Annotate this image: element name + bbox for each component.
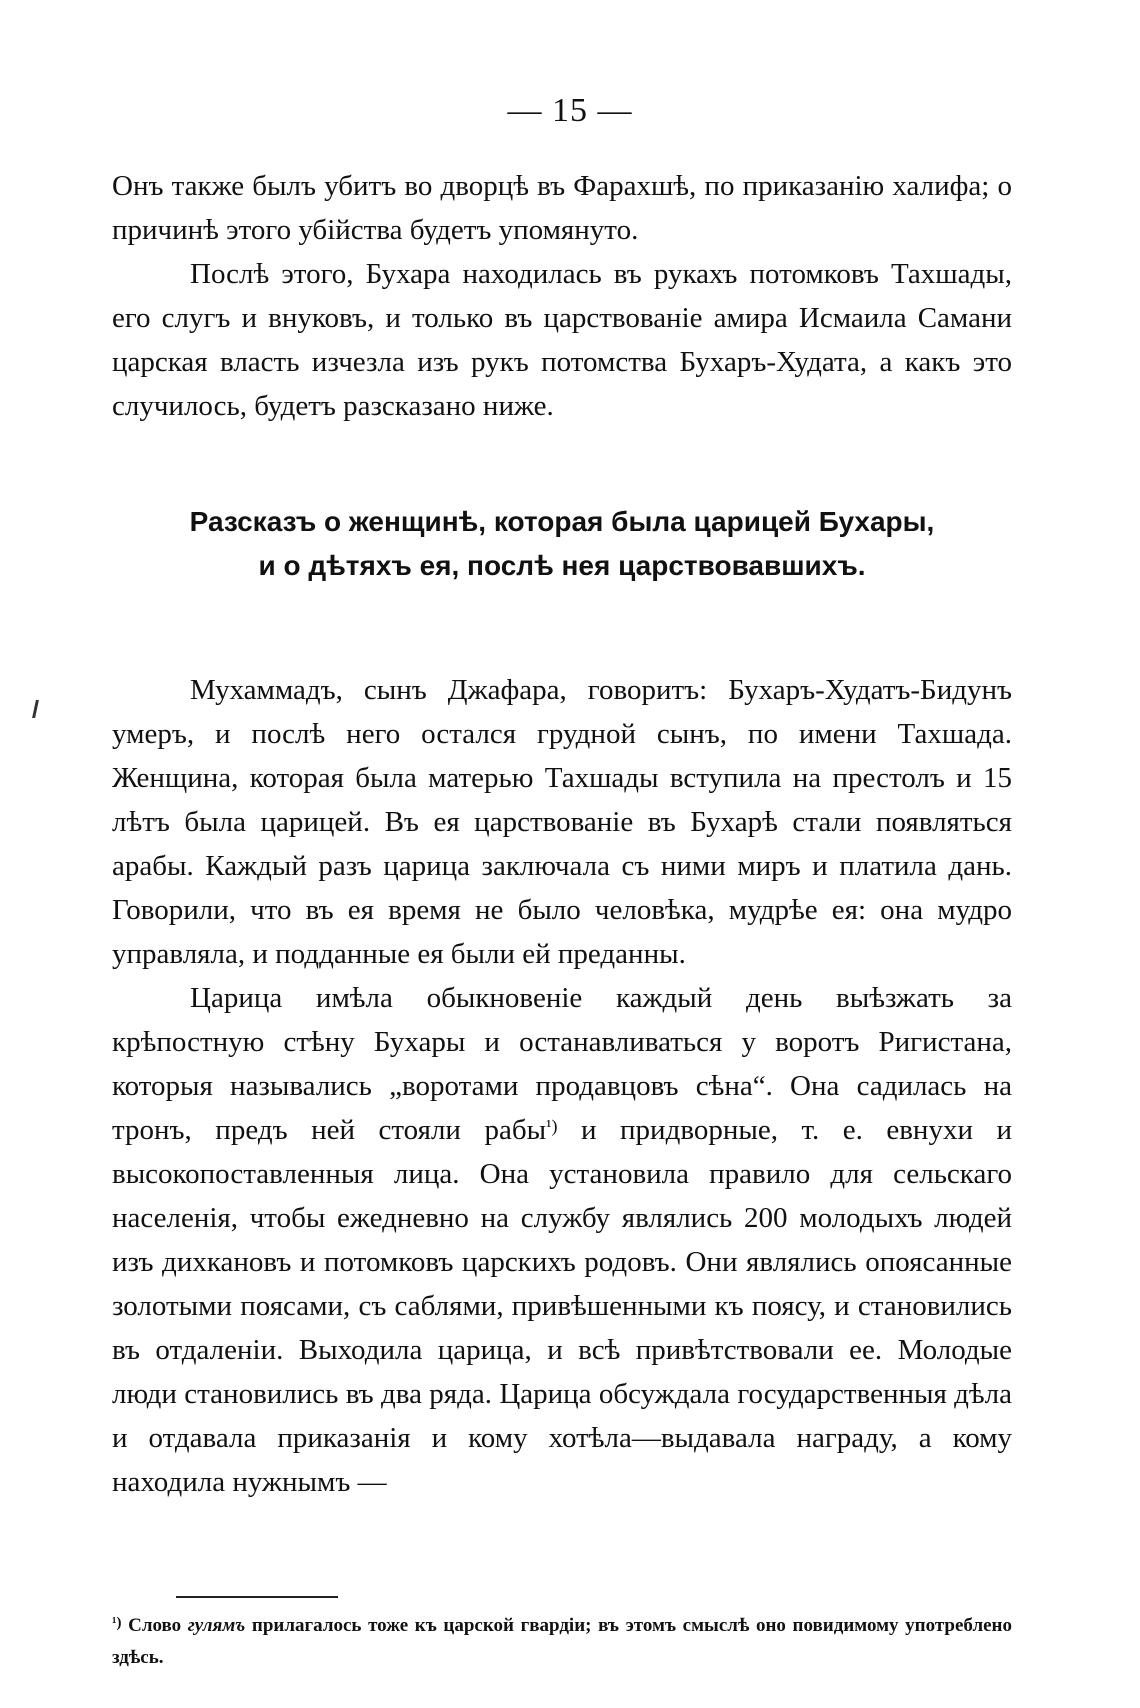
paragraph-queen-reign: Мухаммадъ, сынъ Джафара, говоритъ: Бухаръ-Худатъ-Бидунъ умеръ, и послѣ него остался грудной сынъ, по имени Тахшада. Женщина, которая была матерью Тахшады вступила на престолъ и 15 лѣтъ была царицей. Въ ея царствованіе въ Бухарѣ стали появляться арабы. Каждый разъ царица заключала съ ними миръ и платила дань. Говорили, что въ ея время не было человѣка, мудрѣе ея: она мудро управляла, и подданные ея были ей преданны. (112, 674, 1012, 970)
footnote-marker: ¹) (112, 1615, 122, 1631)
paragraph-queen-custom-part-1: Царица имѣла обыкновеніе каждый день выѣзжать за крѣпостную стѣну Бухары и останавливаться у воротъ Ригистана, которыя назывались „воротами продавцовъ сѣна“. Она садилась на тронъ, предъ ней стояли рабы (112, 982, 1012, 1146)
top-text-block (112, 164, 1012, 428)
footnote (112, 1610, 1012, 1674)
footnote-text-start: Слово (121, 1615, 188, 1636)
main-text-block (112, 668, 1012, 1504)
margin-mark (32, 700, 39, 718)
paragraph-queen-custom-part-2: и придворные, т. е. евнухи и высокопоставленныя лица. Она установила правило для сельскаго населенія, чтобы ежедневно на службу являлись 200 молодыхъ людей изъ дихкановъ и потомковъ царскихъ родовъ. Они являлись опоясанные золотыми поясами, съ саблями, привѣшенными къ поясу, и становились въ отдаленіи. Выходила царица, и всѣ привѣтствовали ее. Молодые люди становились въ два ряда. Царица обсуждала государственныя дѣла и отдавала приказанія и кому хотѣла—выдавала награду, а кому находила нужнымъ — (112, 1114, 1013, 1498)
footnote-text-end: прилагалось тоже къ царской гвардіи; въ этомъ смыслѣ оно повидимому употреблено здѣсь. (112, 1615, 1012, 1668)
footnote-reference: ¹) (546, 1116, 558, 1136)
footnote-term: гулямъ (187, 1615, 246, 1636)
section-heading-line-1: Разсказъ о женщинѣ, которая была царицей Бухары, (189, 506, 935, 537)
section-heading-line-2: и о дѣтяхъ ея, послѣ нея царствовавшихъ. (258, 550, 866, 581)
section-heading (112, 500, 1012, 588)
paragraph-queen-custom (112, 976, 1012, 1504)
footnote-divider (176, 1596, 338, 1598)
paragraph-bukhara-descendants: Послѣ этого, Бухара находилась въ рукахъ потомковъ Тахшады, его слугъ и внуковъ, и только въ царствованіе амира Исмаила Самани царская власть изчезла изъ рукъ потомства Бухаръ-Худата, а какъ это случилось, будетъ разсказано ниже. (112, 258, 1012, 422)
page-number: — 15 — (507, 92, 633, 129)
paragraph-continuation: Онъ также былъ убитъ во дворцѣ въ Фарахшѣ, по приказанію халифа; о причинѣ этого убійства будетъ упомянуто. (112, 170, 1012, 246)
